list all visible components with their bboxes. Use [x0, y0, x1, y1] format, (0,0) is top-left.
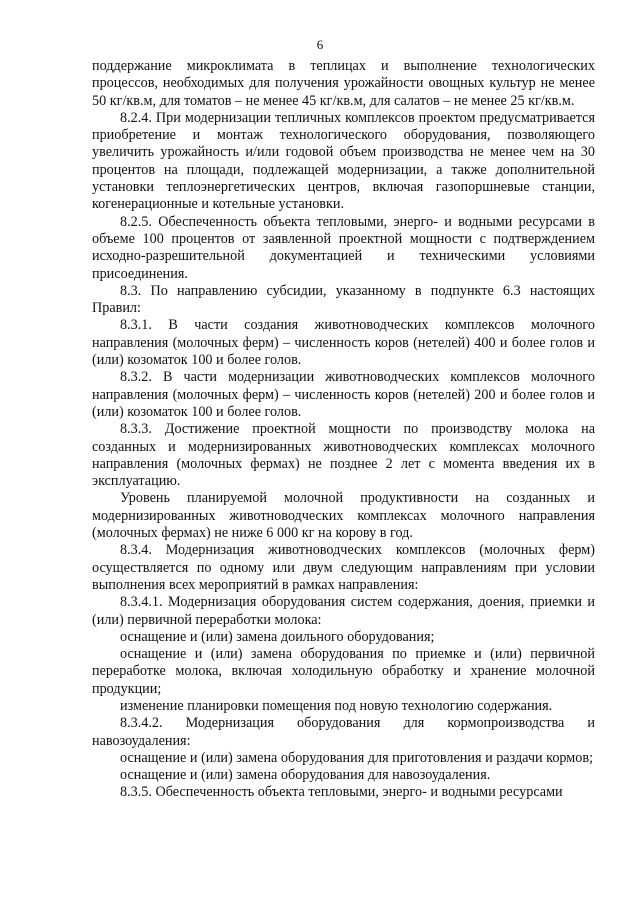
paragraph: 8.3.5. Обеспеченность объекта тепловыми, энерго- и водными ресурсами — [120, 784, 563, 801]
page-number: 6 — [316, 37, 324, 52]
paragraph: 8.2.5. Обеспеченность объекта тепловыми, энерго- и водными ресурсами в объеме 100 процентов от заявленной проектной мощности с подтверждением исходно-разрешительной документацией и техническими условиями присоединения. — [92, 213, 595, 282]
paragraph: оснащение и (или) замена оборудования для приготовления и раздачи кормов; — [120, 749, 594, 766]
paragraph: оснащение и (или) замена оборудования для навозоудаления. — [120, 767, 491, 784]
paragraph: 8.3.1. В части создания животноводческих комплексов молочного направления (молочных ферм) – численность коров (нетелей) 400 и более голов и (или) козоматок 100 и более голов. — [92, 317, 595, 369]
paragraph: 8.3.4. Модернизация животноводческих комплексов (молочных ферм) осуществляется по одному или двум следующим направлениям при условии выполнения всех мероприятий в рамках направления: — [92, 542, 595, 593]
paragraph: оснащение и (или) замена оборудования по приемке и (или) первичной переработке молока, включая холодильную обработку и хранение молочной продукции; — [92, 646, 595, 697]
paragraph: 8.3.4.2. Модернизация оборудования для кормопроизводства и навозоудаления: — [92, 715, 595, 749]
paragraph: 8.3.2. В части модернизации животноводческих комплексов молочного направления (молочных ферм) – численность коров (нетелей) 200 и более голов и (или) козоматок 100 и более голов. — [92, 369, 595, 420]
paragraph: 8.3. По направлению субсидии, указанному в подпункте 6.3 настоящих Правил: — [92, 282, 595, 317]
paragraph: Уровень планируемой молочной продуктивности на созданных и модернизированных животноводческих комплексах молочного направления (молочных фермах) не ниже 6 000 кг на корову в год. — [92, 490, 595, 542]
paragraph: поддержание микроклимата в теплицах и выполнение технологических процессов, необходимых для получения урожайности овощных культур не менее 50 кг/кв.м, для томатов – не менее 45 кг/кв.м, для салатов – не менее 25 кг/кв.м. — [92, 58, 595, 109]
paragraph: оснащение и (или) замена доильного оборудования; — [120, 628, 435, 645]
document-body — [92, 58, 595, 802]
paragraph: изменение планировки помещения под новую технологию содержания. — [120, 697, 553, 714]
paragraph: 8.2.4. При модернизации тепличных комплексов проектом предусматривается приобретение и монтаж технологического оборудования, позволяющего увеличить урожайность и/или годовой объем производства не менее чем на 30 процентов на площади, подлежащей модернизации, а также дополнительной установки теплоэнергетических центров, включая газопоршневые станции, когенерационные и котельные установки. — [92, 109, 595, 213]
paragraph: 8.3.3. Достижение проектной мощности по производству молока на созданных и модернизированных животноводческих комплексах молочного направления (молочных фермах) не позднее 2 лет с момента введения их в эксплуатацию. — [92, 421, 595, 490]
paragraph: 8.3.4.1. Модернизация оборудования систем содержания, доения, приемки и (или) первичной переработки молока: — [92, 594, 595, 628]
